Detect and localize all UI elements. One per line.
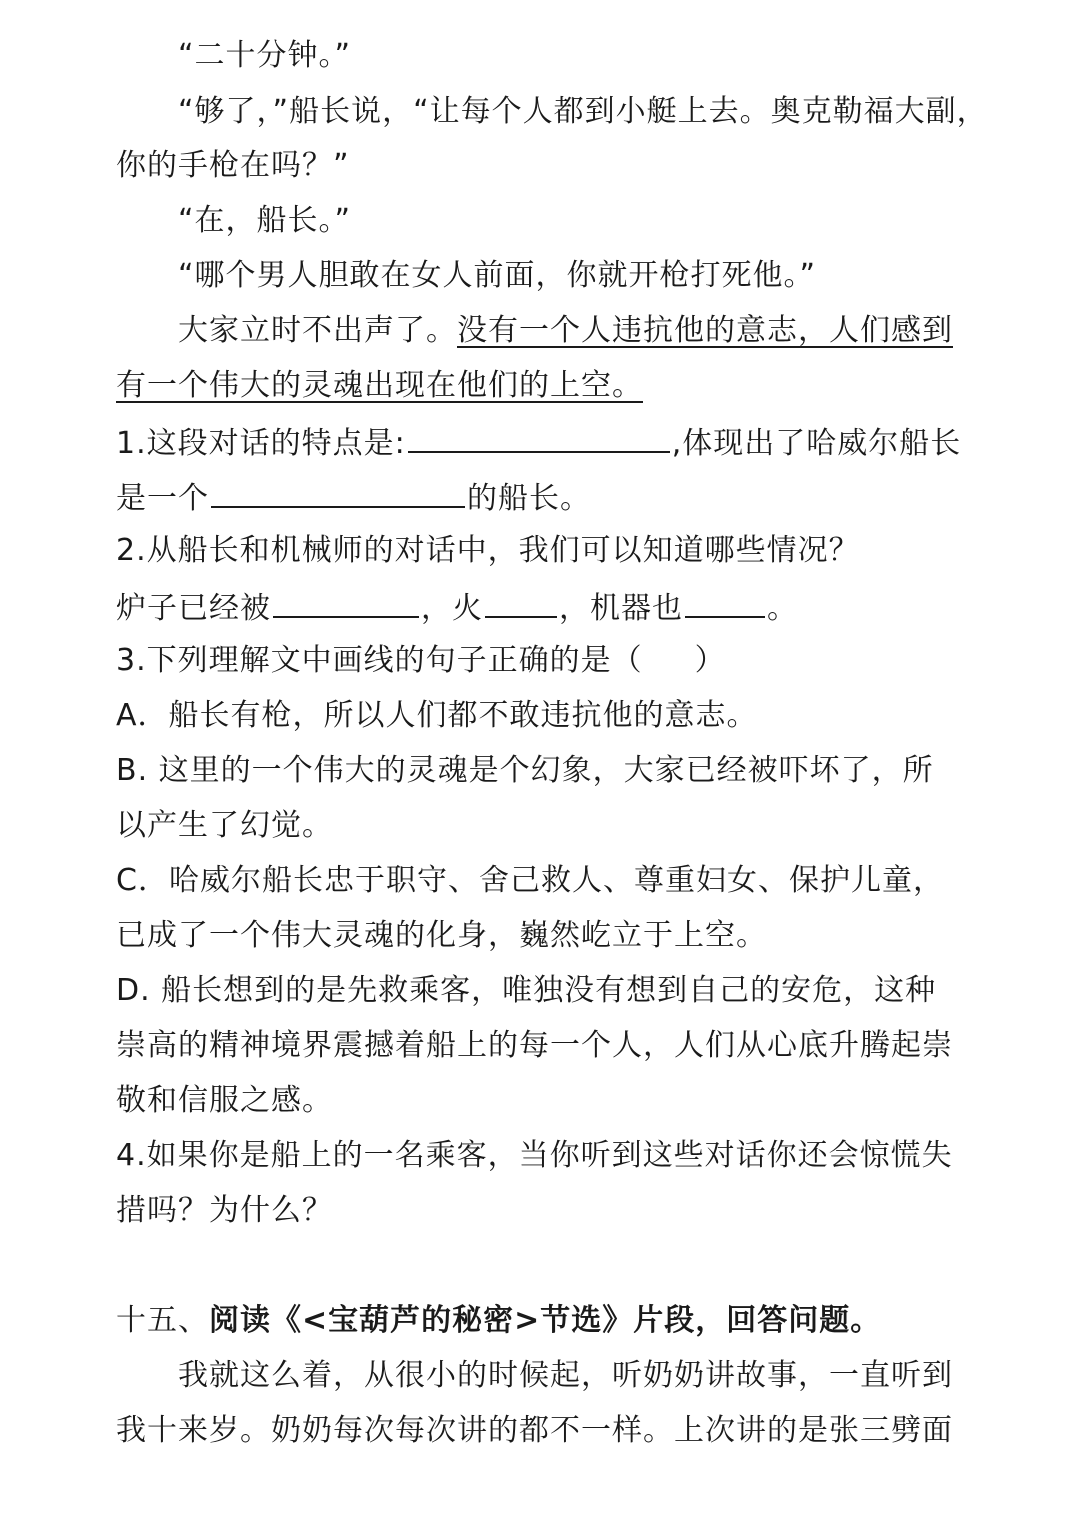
section-15-title: 阅读《<宝葫芦的秘密>节选》片段，回答问题。 — [209, 1303, 882, 1338]
answer-blank[interactable] — [408, 421, 670, 453]
underlined-sentence-part-2: 有一个伟大的灵魂出现在他们的上空。 — [116, 368, 643, 403]
answer-blank[interactable] — [273, 586, 419, 618]
option-b-line-2: 以产生了幻觉。 — [116, 808, 333, 843]
section-15-heading — [116, 1301, 881, 1341]
passage-line-2: “够了，”船长说，“让每个人都到小艇上去。奥克勒福大副， — [178, 94, 988, 129]
section-15-para-line-2: 我十来岁。奶奶每次每次讲的都不一样。上次讲的是张三劈面 — [116, 1413, 953, 1448]
answer-blank[interactable] — [485, 586, 557, 618]
passage-line-6-plain: 大家立时不出声了。 — [178, 313, 457, 348]
question-1-line-1 — [116, 421, 961, 464]
option-c-line-2: 已成了一个伟大灵魂的化身，巍然屹立于上空。 — [116, 918, 767, 953]
q2-text-b: ，火 — [421, 591, 483, 626]
option-d-line-1: D. 船长想到的是先救乘客，唯独没有想到自己的安危，这种 — [116, 973, 937, 1008]
passage-line-5: “哪个男人胆敢在女人前面，你就开枪打死他。” — [178, 258, 817, 293]
q2-text-a: 炉子已经被 — [116, 591, 271, 626]
question-4-line-1: 4.如果你是船上的一名乘客，当你听到这些对话你还会惊慌失 — [116, 1138, 953, 1173]
option-c-line-1: C．哈威尔船长忠于职守、舍己救人、尊重妇女、保护儿童， — [116, 863, 944, 898]
q1-text-d: 的船长。 — [467, 481, 591, 516]
option-a: A．船长有枪，所以人们都不敢违抗他的意志。 — [116, 698, 758, 733]
q1-text-c: 是一个 — [116, 481, 209, 516]
option-d-line-2: 崇高的精神境界震撼着船上的每一个人，人们从心底升腾起崇 — [116, 1028, 953, 1063]
answer-blank[interactable] — [685, 586, 765, 618]
q3-close-paren: ） — [694, 643, 726, 678]
answer-blank[interactable] — [211, 476, 465, 508]
question-2-line-1: 2.从船长和机械师的对话中，我们可以知道哪些情况？ — [116, 533, 860, 568]
section-15-number: 十五、 — [116, 1303, 209, 1338]
passage-line-3: 你的手枪在吗？” — [116, 148, 350, 183]
q2-text-c: ，机器也 — [559, 591, 683, 626]
passage-line-1: “二十分钟。” — [178, 38, 352, 73]
passage-line-7 — [116, 366, 643, 406]
q3-text: 3.下列理解文中画线的句子正确的是（ — [116, 643, 643, 678]
passage-line-4: “在，船长。” — [178, 203, 352, 238]
passage-line-6 — [178, 311, 953, 351]
q1-text-b: ,体现出了哈威尔船长 — [671, 426, 962, 461]
question-4-line-2: 措吗？为什么？ — [116, 1193, 333, 1228]
option-d-line-3: 敬和信服之感。 — [116, 1083, 333, 1118]
underlined-sentence-part-1: 没有一个人违抗他的意志，人们感到 — [457, 313, 953, 348]
question-2-line-2 — [116, 586, 798, 629]
section-15-para-line-1: 我就这么着，从很小的时候起，听奶奶讲故事，一直听到 — [178, 1358, 953, 1393]
q1-text-a: 1.这段对话的特点是: — [116, 426, 406, 461]
question-1-line-2 — [116, 476, 591, 519]
option-b-line-1: B. 这里的一个伟大的灵魂是个幻象，大家已经被吓坏了，所 — [116, 753, 934, 788]
q2-text-d: 。 — [767, 591, 798, 626]
question-3-line — [116, 641, 726, 681]
